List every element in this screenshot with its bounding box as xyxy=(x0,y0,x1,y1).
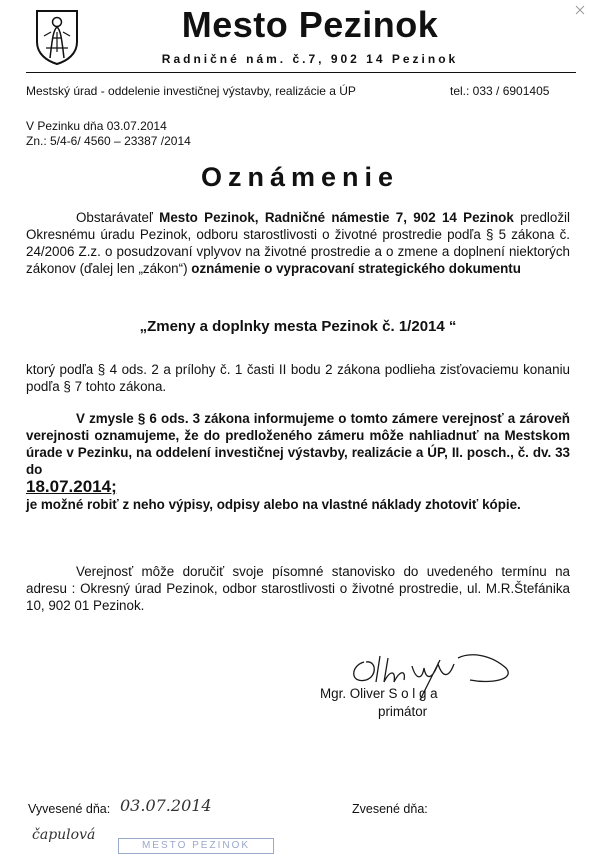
p1-bold-1: Mesto Pezinok, Radničné námestie 7, 902 14 Pezinok xyxy=(159,210,514,225)
handwritten-note: čapulová xyxy=(32,827,96,843)
posted-date-label: Vyvesené dňa: xyxy=(28,802,111,816)
removed-date-label: Zvesené dňa: xyxy=(352,802,428,816)
signatory-role: primátor xyxy=(378,704,428,719)
paragraph-3 xyxy=(26,410,570,513)
city-crest-icon xyxy=(34,8,80,66)
p1-text-1: Obstarávateľ xyxy=(76,210,160,225)
posted-date-handwritten: 03.07.2014 xyxy=(120,796,212,815)
p3-tail: je možné robiť z neho výpisy, odpisy alebo na vlastné náklady zhotoviť kópie. xyxy=(26,497,521,512)
document-heading: Oznámenie xyxy=(200,162,400,192)
paragraph-4: Verejnosť môže doručiť svoje písomné stanovisko do uvedeného termínu na adresu : Okresný úrad Pezinok, odbor starostlivosti o životné prostredie, ul. M.R.Štefánika 10, 902 01 Pezinok. xyxy=(26,564,570,613)
header-divider xyxy=(26,72,576,73)
document-title: „Zmeny a doplnky mesta Pezinok č. 1/2014 “ xyxy=(139,318,457,335)
city-address: Radničné nám. č.7, 902 14 Pezinok xyxy=(161,52,459,66)
city-title: Mesto Pezinok xyxy=(181,4,439,45)
reference-number: Zn.: 5/4-6/ 4560 – 23387 /2014 xyxy=(26,134,191,148)
office-stamp: MESTO PEZINOK xyxy=(118,838,274,854)
date-line: V Pezinku dňa 03.07.2014 xyxy=(26,119,167,133)
p3-text: V zmysle § 6 ods. 3 zákona informujeme o tomto zámere verejnosť a zároveň verejnosti oznamujeme, že do predloženého zámeru môže nahliadnuť na Mestskom úrade v Pezinku, na oddelení investičnej výstavby, realizácie a ÚP, II. posch., č. dv. 33 do xyxy=(26,411,570,477)
deadline-date: 18.07.2014; xyxy=(26,477,117,496)
p1-bold-2: oznámenie o vypracovaní strategického dokumentu xyxy=(191,261,521,276)
department-line: Mestský úrad - oddelenie investičnej výstavby, realizácie a ÚP xyxy=(26,84,356,98)
p1-text-2: predložil Okresnému úradu Pezinok, odboru starostlivosti o životné prostredie podľa § 5 zákona č. 24/2006 Z.z. o posudzovaní vplyvov na životné prostredie a o zmene a doplnení niektorých zákonov (ďalej len „zákon“) xyxy=(26,210,570,276)
phone-number: tel.: 033 / 6901405 xyxy=(450,84,550,98)
paragraph-1 xyxy=(26,209,570,277)
signatory-name: Mgr. Oliver S o l g a xyxy=(320,686,438,701)
corner-mark-icon xyxy=(574,4,586,16)
paragraph-2: ktorý podľa § 4 ods. 2 a prílohy č. 1 časti II bodu 2 zákona podlieha zisťovaciemu konaniu podľa § 7 tohto zákona. xyxy=(26,362,570,394)
